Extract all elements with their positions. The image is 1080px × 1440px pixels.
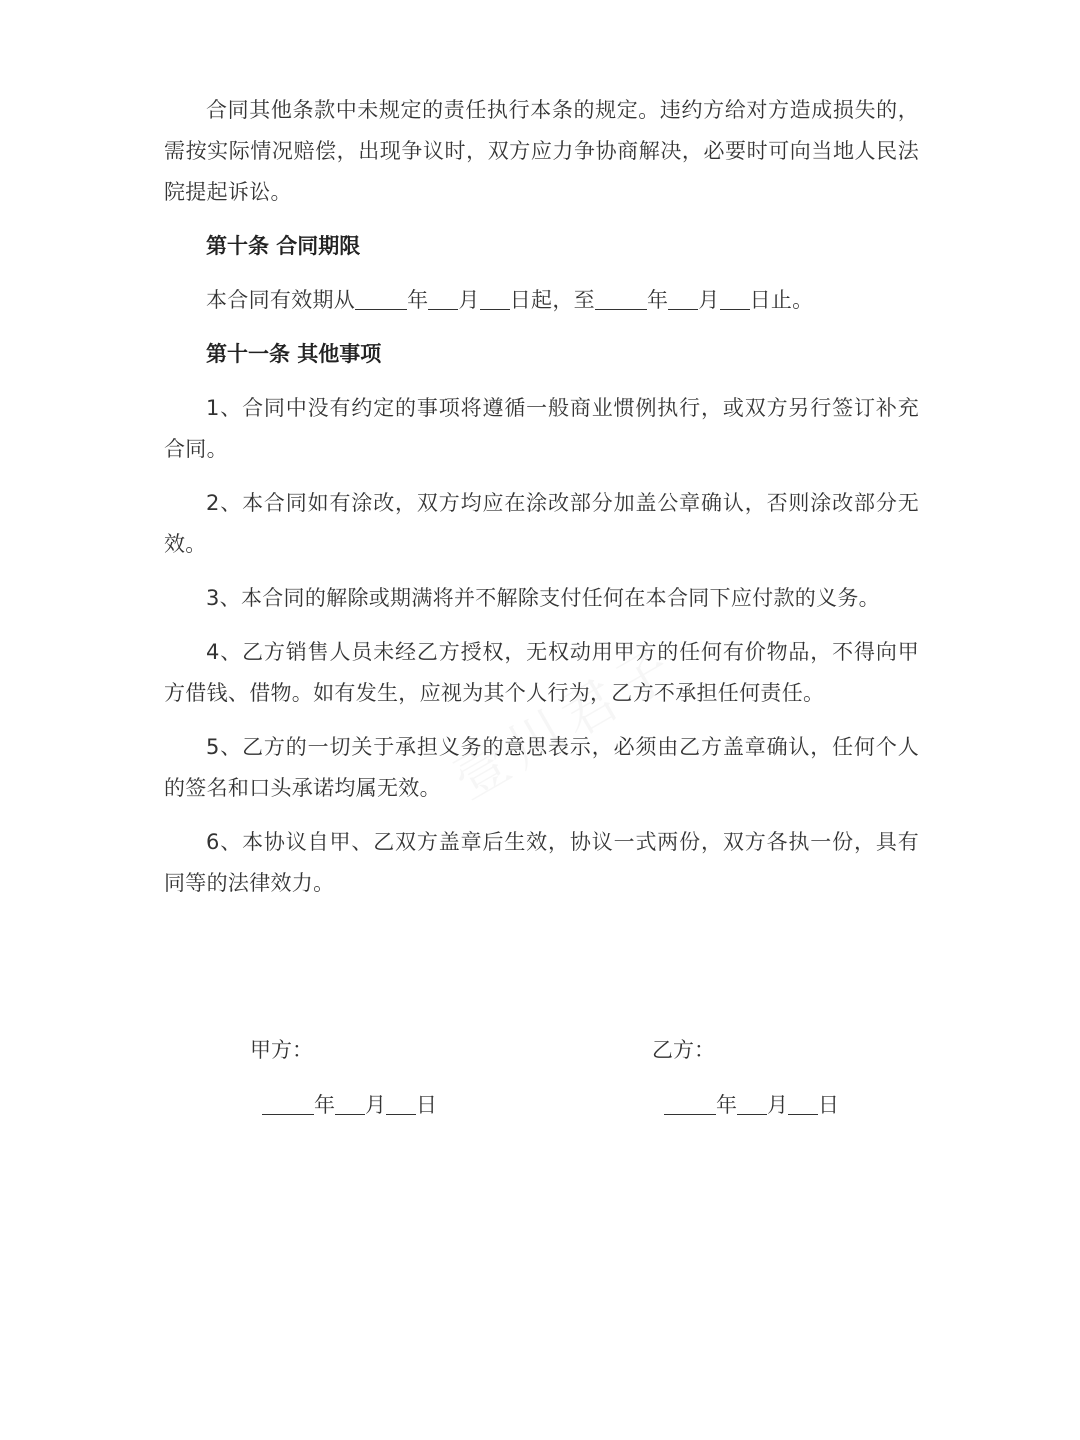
blank-a-day bbox=[386, 1093, 416, 1115]
liability-paragraph: 合同其他条款中未规定的责任执行本条的规定。违约方给对方造成损失的，需按实际情况赔偿，出现争议时，双方应力争协商解决，必要时可向当地人民法院提起诉讼。 bbox=[164, 98, 919, 204]
article-10-heading: 第十条 合同期限 bbox=[206, 234, 361, 258]
blank-b-day bbox=[788, 1093, 818, 1115]
blank-b-month bbox=[737, 1093, 767, 1115]
item-4: 4、乙方销售人员未经乙方授权，无权动用甲方的任何有价物品，不得向甲方借钱、借物。如有发生，应视为其个人行为，乙方不承担任何责任。 bbox=[164, 640, 919, 705]
party-a-date bbox=[262, 1085, 437, 1126]
blank-end-month bbox=[668, 288, 698, 310]
blank-a-month bbox=[335, 1093, 365, 1115]
party-b-label: 乙方： bbox=[652, 1038, 715, 1062]
document-body bbox=[164, 90, 919, 917]
item-6: 6、本协议自甲、乙双方盖章后生效，协议一式两份，双方各执一份，具有同等的法律效力。 bbox=[164, 830, 919, 895]
item-3: 3、本合同的解除或期满将并不解除支付任何在本合同下应付款的义务。 bbox=[206, 586, 880, 610]
item-5: 5、乙方的一切关于承担义务的意思表示，必须由乙方盖章确认，任何个人的签名和口头承诺均属无效。 bbox=[164, 735, 919, 800]
a-day-label: 日 bbox=[416, 1093, 437, 1117]
blank-start-year bbox=[355, 288, 407, 310]
blank-a-year bbox=[262, 1093, 314, 1115]
blank-end-year bbox=[595, 288, 647, 310]
item-1: 1、合同中没有约定的事项将遵循一般商业惯例执行，或双方另行签订补充合同。 bbox=[164, 396, 919, 461]
blank-start-day bbox=[480, 288, 510, 310]
a-month-label: 月 bbox=[365, 1093, 386, 1117]
term-day-from-label: 日起，至 bbox=[509, 288, 595, 312]
b-year-label: 年 bbox=[716, 1093, 737, 1117]
term-prefix: 本合同有效期从 bbox=[206, 288, 356, 312]
blank-end-day bbox=[720, 288, 750, 310]
party-b-date bbox=[664, 1085, 839, 1126]
a-year-label: 年 bbox=[314, 1093, 335, 1117]
party-a-label: 甲方： bbox=[250, 1038, 313, 1062]
term-year-label: 年 bbox=[407, 288, 429, 312]
term-end-year-label: 年 bbox=[646, 288, 669, 312]
blank-start-month bbox=[428, 288, 458, 310]
term-month-label: 月 bbox=[458, 288, 480, 312]
contract-term-paragraph bbox=[164, 280, 919, 321]
b-month-label: 月 bbox=[767, 1093, 788, 1117]
term-end-month-label: 月 bbox=[698, 288, 720, 312]
b-day-label: 日 bbox=[818, 1093, 839, 1117]
term-day-to-label: 日止。 bbox=[749, 288, 814, 312]
item-2: 2、本合同如有涂改，双方均应在涂改部分加盖公章确认，否则涂改部分无效。 bbox=[164, 491, 919, 556]
blank-b-year bbox=[664, 1093, 716, 1115]
article-11-heading: 第十一条 其他事项 bbox=[206, 342, 382, 366]
